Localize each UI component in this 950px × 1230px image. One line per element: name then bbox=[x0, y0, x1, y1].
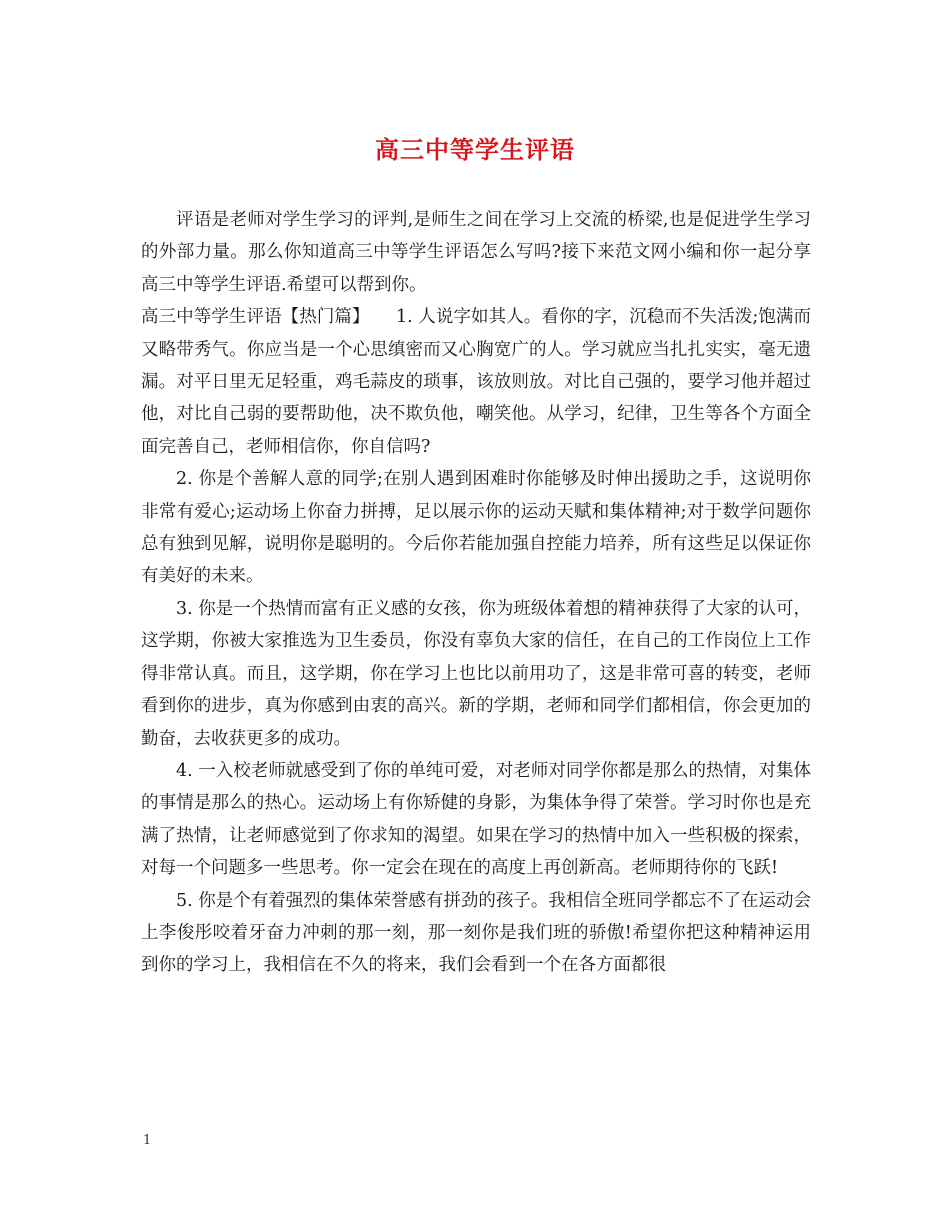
document-title: 高三中等学生评语 bbox=[375, 135, 575, 164]
document-body bbox=[141, 204, 811, 982]
page-number: 1 bbox=[143, 1133, 152, 1148]
comment-paragraph-2: 2. 你是个善解人意的同学;在别人遇到困难时你能够及时伸出援助之手，这说明你非常有爱心;运动场上你奋力拼搏，足以展示你的运动天赋和集体精神;对于数学问题你总有独到见解，说明你是聪明的。今后你若能加强自控能力培养，所有这些足以保证你有美好的未来。 bbox=[141, 469, 811, 587]
comment-paragraph-5: 5. 你是个有着强烈的集体荣誉感有拼劲的孩子。我相信全班同学都忘不了在运动会上李俊彤咬着牙奋力冲刺的那一刻，那一刻你是我们班的骄傲!希望你把这种精神运用到你的学习上，我相信在不久的将来，我们会看到一个在各方面都很 bbox=[141, 890, 811, 976]
intro-paragraph: 评语是老师对学生学习的评判,是师生之间在学习上交流的桥梁,也是促进学生学习的外部力量。那么你知道高三中等学生评语怎么写吗?接下来范文网小编和你一起分享高三中等学生评语.希望可以帮到你。 bbox=[141, 210, 811, 295]
comment-paragraph-1: 高三中等学生评语【热门篇】 1. 人说字如其人。看你的字，沉稳而不失活泼;饱满而又略带秀气。你应当是一个心思缜密而又心胸宽广的人。学习就应当扎扎实实，毫无遗漏。对平日里无足轻重，鸡毛蒜皮的琐事，该放则放。对比自己强的，要学习他并超过他，对比自己弱的要帮助他，决不欺负他，嘲笑他。从学习，纪律，卫生等各个方面全面完善自己，老师相信你，你自信吗? bbox=[141, 307, 811, 457]
comment-paragraph-4: 4. 一入校老师就感受到了你的单纯可爱，对老师对同学你都是那么的热情，对集体的事情是那么的热心。运动场上有你矫健的身影，为集体争得了荣誉。学习时你也是充满了热情，让老师感觉到了你求知的渴望。如果在学习的热情中加入一些积极的探索，对每一个问题多一些思考。你一定会在现在的高度上再创新高。老师期待你的飞跃! bbox=[141, 760, 811, 879]
comment-paragraph-3: 3. 你是一个热情而富有正义感的女孩，你为班级体着想的精神获得了大家的认可，这学期，你被大家推选为卫生委员，你没有辜负大家的信任，在自己的工作岗位上工作得非常认真。而且，这学期，你在学习上也比以前用功了，这是非常可喜的转变，老师看到你的进步，真为你感到由衷的高兴。新的学期，老师和同学们都相信，你会更加的勤奋，去收获更多的成功。 bbox=[141, 598, 811, 749]
